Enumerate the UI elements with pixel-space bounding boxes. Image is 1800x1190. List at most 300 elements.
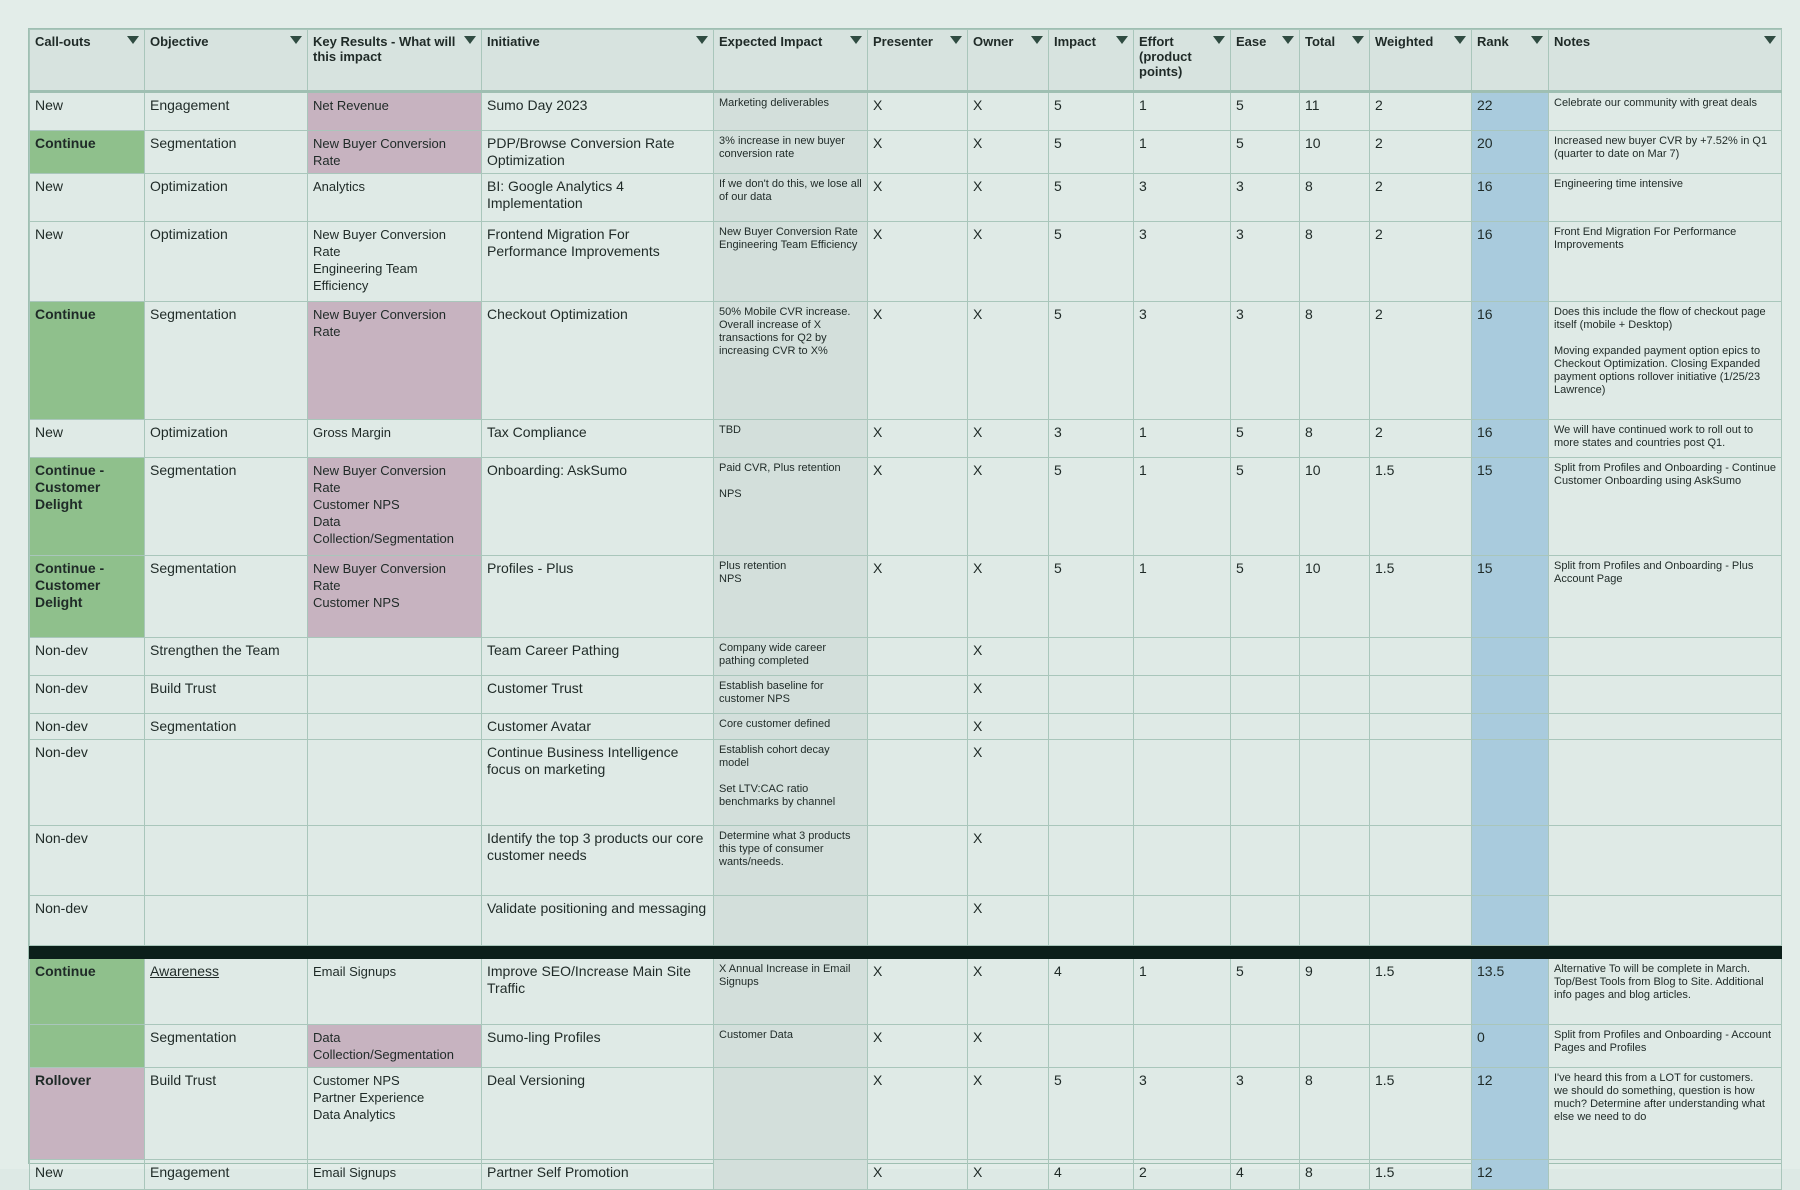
owner-cell[interactable] [968, 131, 1049, 174]
owner-cell[interactable] [968, 420, 1049, 458]
rank-cell[interactable] [1472, 826, 1549, 896]
ease-cell[interactable] [1231, 714, 1300, 740]
effort-cell[interactable] [1134, 740, 1231, 826]
ease-cell[interactable] [1231, 556, 1300, 638]
impact-cell[interactable] [1049, 1068, 1134, 1160]
rank-cell[interactable] [1472, 302, 1549, 420]
impact-cell[interactable] [1049, 222, 1134, 302]
weighted-cell[interactable] [1370, 676, 1472, 714]
impact-cell[interactable] [1049, 638, 1134, 676]
notes-cell[interactable] [1549, 1068, 1782, 1160]
notes-cell[interactable] [1549, 826, 1782, 896]
presenter-cell[interactable] [868, 458, 968, 556]
rank-cell[interactable] [1472, 174, 1549, 222]
callout-cell[interactable] [30, 458, 145, 556]
total-cell[interactable] [1300, 959, 1370, 1025]
effort-cell[interactable] [1134, 174, 1231, 222]
rank-cell[interactable] [1472, 896, 1549, 946]
key-results-cell[interactable] [308, 458, 482, 556]
filter-dropdown-icon[interactable] [464, 36, 476, 44]
notes-cell[interactable] [1549, 676, 1782, 714]
notes-cell[interactable] [1549, 302, 1782, 420]
expected-impact-cell[interactable] [714, 131, 868, 174]
impact-cell[interactable] [1049, 131, 1134, 174]
owner-cell[interactable] [968, 826, 1049, 896]
notes-cell[interactable] [1549, 959, 1782, 1025]
notes-cell[interactable] [1549, 131, 1782, 174]
objective-cell[interactable] [145, 826, 308, 896]
objective-cell[interactable] [145, 1160, 308, 1190]
column-header[interactable] [1134, 30, 1231, 92]
notes-cell[interactable] [1549, 420, 1782, 458]
objective-cell[interactable] [145, 676, 308, 714]
objective-cell[interactable] [145, 302, 308, 420]
expected-impact-cell[interactable] [714, 1025, 868, 1068]
expected-impact-cell[interactable] [714, 302, 868, 420]
weighted-cell[interactable] [1370, 896, 1472, 946]
callout-cell[interactable] [30, 420, 145, 458]
impact-cell[interactable] [1049, 714, 1134, 740]
owner-cell[interactable] [968, 1068, 1049, 1160]
objective-cell[interactable] [145, 131, 308, 174]
notes-cell[interactable] [1549, 174, 1782, 222]
weighted-cell[interactable] [1370, 959, 1472, 1025]
initiative-cell[interactable] [482, 1160, 714, 1190]
initiative-cell[interactable] [482, 826, 714, 896]
filter-dropdown-icon[interactable] [127, 36, 139, 44]
column-header[interactable] [1370, 30, 1472, 92]
filter-dropdown-icon[interactable] [1531, 36, 1543, 44]
key-results-cell[interactable] [308, 714, 482, 740]
owner-cell[interactable] [968, 1025, 1049, 1068]
total-cell-text: 11 [1305, 97, 1320, 113]
initiative-cell[interactable] [482, 92, 714, 131]
callout-cell[interactable] [30, 826, 145, 896]
callout-cell[interactable] [30, 676, 145, 714]
owner-cell[interactable] [968, 556, 1049, 638]
impact-cell[interactable] [1049, 959, 1134, 1025]
impact-cell-text: 5 [1054, 1072, 1062, 1088]
callout-cell[interactable] [30, 131, 145, 174]
ease-cell[interactable] [1231, 1160, 1300, 1190]
owner-cell[interactable] [968, 92, 1049, 131]
total-cell[interactable] [1300, 896, 1370, 946]
ease-cell[interactable] [1231, 222, 1300, 302]
filter-dropdown-icon[interactable] [1352, 36, 1364, 44]
presenter-cell[interactable] [868, 1025, 968, 1068]
objective-cell[interactable] [145, 458, 308, 556]
total-cell[interactable] [1300, 714, 1370, 740]
expected-impact-cell[interactable] [714, 1068, 868, 1160]
owner-cell[interactable] [968, 676, 1049, 714]
effort-cell[interactable] [1134, 92, 1231, 131]
key-results-cell[interactable] [308, 826, 482, 896]
filter-dropdown-icon[interactable] [1116, 36, 1128, 44]
owner-cell[interactable] [968, 896, 1049, 946]
effort-cell[interactable] [1134, 556, 1231, 638]
expected-impact-cell[interactable] [714, 714, 868, 740]
expected-impact-cell[interactable] [714, 556, 868, 638]
rank-cell[interactable] [1472, 92, 1549, 131]
initiative-cell[interactable] [482, 420, 714, 458]
key-results-cell[interactable] [308, 222, 482, 302]
initiative-cell[interactable] [482, 896, 714, 946]
notes-cell[interactable] [1549, 896, 1782, 946]
owner-cell-text: X [973, 1072, 983, 1088]
key-results-cell[interactable] [308, 131, 482, 174]
effort-cell[interactable] [1134, 896, 1231, 946]
rank-cell[interactable] [1472, 458, 1549, 556]
initiative-cell[interactable] [482, 1025, 714, 1068]
ease-cell[interactable] [1231, 896, 1300, 946]
ease-cell[interactable] [1231, 676, 1300, 714]
ease-cell[interactable] [1231, 131, 1300, 174]
ease-cell[interactable] [1231, 638, 1300, 676]
filter-dropdown-icon[interactable] [1031, 36, 1043, 44]
column-header[interactable] [482, 30, 714, 92]
effort-cell[interactable] [1134, 1025, 1231, 1068]
initiative-cell[interactable] [482, 458, 714, 556]
ease-cell[interactable] [1231, 1068, 1300, 1160]
impact-cell[interactable] [1049, 458, 1134, 556]
column-header[interactable] [1231, 30, 1300, 92]
divider-cell [482, 946, 714, 959]
impact-cell[interactable] [1049, 826, 1134, 896]
expected-impact-cell-text: 50% Mobile CVR increase. Overall increase of X transactions for Q2 by increasing CVR to X% [719, 306, 851, 357]
objective-cell[interactable] [145, 714, 308, 740]
notes-cell[interactable] [1549, 222, 1782, 302]
presenter-cell[interactable] [868, 556, 968, 638]
initiative-cell[interactable] [482, 1068, 714, 1160]
key-results-cell[interactable] [308, 740, 482, 826]
presenter-cell[interactable] [868, 174, 968, 222]
key-results-cell[interactable] [308, 896, 482, 946]
rank-cell[interactable] [1472, 714, 1549, 740]
rank-cell[interactable] [1472, 638, 1549, 676]
initiative-cell[interactable] [482, 959, 714, 1025]
notes-cell[interactable] [1549, 458, 1782, 556]
expected-impact-cell[interactable] [714, 1160, 868, 1190]
presenter-cell[interactable] [868, 896, 968, 946]
presenter-cell[interactable] [868, 1160, 968, 1190]
weighted-cell[interactable] [1370, 131, 1472, 174]
total-cell[interactable] [1300, 458, 1370, 556]
filter-dropdown-icon[interactable] [696, 36, 708, 44]
presenter-cell[interactable] [868, 1068, 968, 1160]
effort-cell[interactable] [1134, 826, 1231, 896]
rank-cell[interactable] [1472, 1160, 1549, 1190]
total-cell[interactable] [1300, 92, 1370, 131]
expected-impact-cell[interactable] [714, 222, 868, 302]
rank-cell[interactable] [1472, 420, 1549, 458]
effort-cell[interactable] [1134, 959, 1231, 1025]
weighted-cell[interactable] [1370, 174, 1472, 222]
ease-cell[interactable] [1231, 959, 1300, 1025]
ease-cell[interactable] [1231, 420, 1300, 458]
filter-dropdown-icon[interactable] [1764, 36, 1776, 44]
column-header[interactable] [968, 30, 1049, 92]
weighted-cell[interactable] [1370, 826, 1472, 896]
impact-cell[interactable] [1049, 420, 1134, 458]
total-cell[interactable] [1300, 302, 1370, 420]
column-header[interactable] [868, 30, 968, 92]
callout-cell[interactable] [30, 1068, 145, 1160]
rank-cell[interactable] [1472, 676, 1549, 714]
effort-cell[interactable] [1134, 302, 1231, 420]
weighted-cell[interactable] [1370, 556, 1472, 638]
owner-cell[interactable] [968, 458, 1049, 556]
key-results-cell[interactable] [308, 1025, 482, 1068]
effort-cell[interactable] [1134, 676, 1231, 714]
key-results-cell[interactable] [308, 556, 482, 638]
notes-cell[interactable] [1549, 1160, 1782, 1190]
callout-cell-text: New [35, 226, 64, 242]
total-cell[interactable] [1300, 131, 1370, 174]
filter-dropdown-icon[interactable] [1213, 36, 1225, 44]
initiative-cell[interactable] [482, 174, 714, 222]
total-cell[interactable] [1300, 420, 1370, 458]
objective-cell[interactable] [145, 222, 308, 302]
effort-cell[interactable] [1134, 1068, 1231, 1160]
filter-dropdown-icon[interactable] [1282, 36, 1294, 44]
owner-cell[interactable] [968, 174, 1049, 222]
weighted-cell-text: 2 [1375, 226, 1383, 242]
initiative-cell[interactable] [482, 556, 714, 638]
ease-cell[interactable] [1231, 92, 1300, 131]
weighted-cell[interactable] [1370, 92, 1472, 131]
column-header[interactable] [145, 30, 308, 92]
notes-cell[interactable] [1549, 92, 1782, 131]
owner-cell[interactable] [968, 1160, 1049, 1190]
initiative-cell[interactable] [482, 638, 714, 676]
ease-cell[interactable] [1231, 174, 1300, 222]
effort-cell[interactable] [1134, 714, 1231, 740]
objective-cell-text: Engagement [150, 97, 230, 113]
column-header[interactable] [1049, 30, 1134, 92]
weighted-cell[interactable] [1370, 1160, 1472, 1190]
impact-cell[interactable] [1049, 556, 1134, 638]
presenter-cell[interactable] [868, 638, 968, 676]
rank-cell[interactable] [1472, 740, 1549, 826]
column-header-label: Total [1305, 34, 1336, 49]
expected-impact-cell[interactable] [714, 420, 868, 458]
presenter-cell[interactable] [868, 222, 968, 302]
ease-cell[interactable] [1231, 826, 1300, 896]
callout-cell[interactable] [30, 1025, 145, 1068]
callout-cell[interactable] [30, 959, 145, 1025]
presenter-cell[interactable] [868, 676, 968, 714]
callout-cell[interactable] [30, 556, 145, 638]
effort-cell[interactable] [1134, 458, 1231, 556]
initiative-cell[interactable] [482, 131, 714, 174]
impact-cell[interactable] [1049, 896, 1134, 946]
presenter-cell-text: X [873, 560, 883, 576]
presenter-cell[interactable] [868, 959, 968, 1025]
callout-cell[interactable] [30, 222, 145, 302]
table-row [30, 638, 1782, 676]
weighted-cell[interactable] [1370, 222, 1472, 302]
callout-cell-text: Non-dev [35, 680, 88, 696]
objective-cell[interactable] [145, 896, 308, 946]
objective-cell[interactable] [145, 420, 308, 458]
ease-cell[interactable] [1231, 1025, 1300, 1068]
column-header[interactable] [308, 30, 482, 92]
presenter-cell[interactable] [868, 740, 968, 826]
key-results-cell[interactable] [308, 1160, 482, 1190]
notes-cell[interactable] [1549, 714, 1782, 740]
total-cell[interactable] [1300, 222, 1370, 302]
filter-dropdown-icon[interactable] [290, 36, 302, 44]
callout-cell[interactable] [30, 740, 145, 826]
weighted-cell[interactable] [1370, 714, 1472, 740]
weighted-cell[interactable] [1370, 740, 1472, 826]
total-cell[interactable] [1300, 826, 1370, 896]
expected-impact-cell[interactable] [714, 92, 868, 131]
impact-cell[interactable] [1049, 302, 1134, 420]
column-header[interactable] [30, 30, 145, 92]
expected-impact-cell[interactable] [714, 896, 868, 946]
key-results-cell[interactable] [308, 92, 482, 131]
callout-cell[interactable] [30, 714, 145, 740]
owner-cell[interactable] [968, 222, 1049, 302]
weighted-cell[interactable] [1370, 302, 1472, 420]
initiative-cell[interactable] [482, 222, 714, 302]
notes-cell[interactable] [1549, 556, 1782, 638]
effort-cell[interactable] [1134, 420, 1231, 458]
ease-cell[interactable] [1231, 302, 1300, 420]
callout-cell[interactable] [30, 174, 145, 222]
notes-cell[interactable] [1549, 638, 1782, 676]
impact-cell[interactable] [1049, 676, 1134, 714]
owner-cell[interactable] [968, 740, 1049, 826]
expected-impact-cell[interactable] [714, 458, 868, 556]
rank-cell[interactable] [1472, 1025, 1549, 1068]
filter-dropdown-icon[interactable] [950, 36, 962, 44]
total-cell[interactable] [1300, 638, 1370, 676]
callout-cell[interactable] [30, 896, 145, 946]
objective-cell[interactable] [145, 1068, 308, 1160]
key-results-cell[interactable] [308, 676, 482, 714]
presenter-cell[interactable] [868, 420, 968, 458]
owner-cell[interactable] [968, 302, 1049, 420]
presenter-cell[interactable] [868, 92, 968, 131]
impact-cell[interactable] [1049, 174, 1134, 222]
callout-cell[interactable] [30, 638, 145, 676]
rank-cell-text: 12 [1477, 1072, 1493, 1088]
expected-impact-cell[interactable] [714, 174, 868, 222]
weighted-cell-text: 2 [1375, 135, 1383, 151]
presenter-cell[interactable] [868, 714, 968, 740]
total-cell[interactable] [1300, 1025, 1370, 1068]
initiative-cell[interactable] [482, 740, 714, 826]
expected-impact-cell[interactable] [714, 740, 868, 826]
key-results-cell[interactable] [308, 420, 482, 458]
key-results-cell[interactable] [308, 638, 482, 676]
presenter-cell[interactable] [868, 131, 968, 174]
owner-cell[interactable] [968, 959, 1049, 1025]
notes-cell[interactable] [1549, 740, 1782, 826]
impact-cell-text: 3 [1054, 424, 1062, 440]
rank-cell[interactable] [1472, 959, 1549, 1025]
column-header[interactable] [714, 30, 868, 92]
effort-cell[interactable] [1134, 131, 1231, 174]
rank-cell[interactable] [1472, 556, 1549, 638]
column-header[interactable] [1300, 30, 1370, 92]
objective-cell[interactable] [145, 174, 308, 222]
filter-dropdown-icon[interactable] [850, 36, 862, 44]
presenter-cell[interactable] [868, 826, 968, 896]
divider-cell [1549, 946, 1782, 959]
ease-cell[interactable] [1231, 458, 1300, 556]
total-cell[interactable] [1300, 1160, 1370, 1190]
rank-cell[interactable] [1472, 131, 1549, 174]
effort-cell[interactable] [1134, 222, 1231, 302]
notes-cell[interactable] [1549, 1025, 1782, 1068]
key-results-cell[interactable] [308, 1068, 482, 1160]
impact-cell[interactable] [1049, 1160, 1134, 1190]
expected-impact-cell[interactable] [714, 676, 868, 714]
column-header[interactable] [1549, 30, 1782, 92]
total-cell[interactable] [1300, 676, 1370, 714]
weighted-cell[interactable] [1370, 1025, 1472, 1068]
owner-cell[interactable] [968, 714, 1049, 740]
rank-cell[interactable] [1472, 1068, 1549, 1160]
initiative-cell[interactable] [482, 302, 714, 420]
callout-cell[interactable] [30, 302, 145, 420]
key-results-cell[interactable] [308, 302, 482, 420]
weighted-cell[interactable] [1370, 1068, 1472, 1160]
presenter-cell[interactable] [868, 302, 968, 420]
initiative-cell[interactable] [482, 676, 714, 714]
expected-impact-cell[interactable] [714, 826, 868, 896]
weighted-cell[interactable] [1370, 638, 1472, 676]
impact-cell[interactable] [1049, 92, 1134, 131]
effort-cell[interactable] [1134, 638, 1231, 676]
impact-cell[interactable] [1049, 1025, 1134, 1068]
objective-cell[interactable] [145, 92, 308, 131]
weighted-cell[interactable] [1370, 458, 1472, 556]
key-results-cell[interactable] [308, 174, 482, 222]
impact-cell[interactable] [1049, 740, 1134, 826]
expected-impact-cell[interactable] [714, 959, 868, 1025]
weighted-cell[interactable] [1370, 420, 1472, 458]
objective-cell[interactable] [145, 740, 308, 826]
total-cell[interactable] [1300, 1068, 1370, 1160]
expected-impact-cell[interactable] [714, 638, 868, 676]
initiative-cell[interactable] [482, 714, 714, 740]
callout-cell-text: New [35, 424, 64, 440]
objective-cell[interactable] [145, 1025, 308, 1068]
objective-cell[interactable] [145, 556, 308, 638]
filter-dropdown-icon[interactable] [1454, 36, 1466, 44]
objective-cell[interactable] [145, 638, 308, 676]
owner-cell[interactable] [968, 638, 1049, 676]
effort-cell[interactable] [1134, 1160, 1231, 1190]
objective-cell-text: Build Trust [150, 680, 217, 696]
ease-cell[interactable] [1231, 740, 1300, 826]
key-results-cell[interactable] [308, 959, 482, 1025]
callout-cell[interactable] [30, 1160, 145, 1190]
total-cell[interactable] [1300, 556, 1370, 638]
total-cell[interactable] [1300, 174, 1370, 222]
rank-cell[interactable] [1472, 222, 1549, 302]
total-cell[interactable] [1300, 740, 1370, 826]
objective-cell[interactable] [145, 959, 308, 1025]
column-header[interactable] [1472, 30, 1549, 92]
key-results-cell-text: New Buyer Conversion Rate Engineering Team Efficiency [313, 227, 446, 293]
total-cell-text: 8 [1305, 1164, 1313, 1180]
callout-cell[interactable] [30, 92, 145, 131]
